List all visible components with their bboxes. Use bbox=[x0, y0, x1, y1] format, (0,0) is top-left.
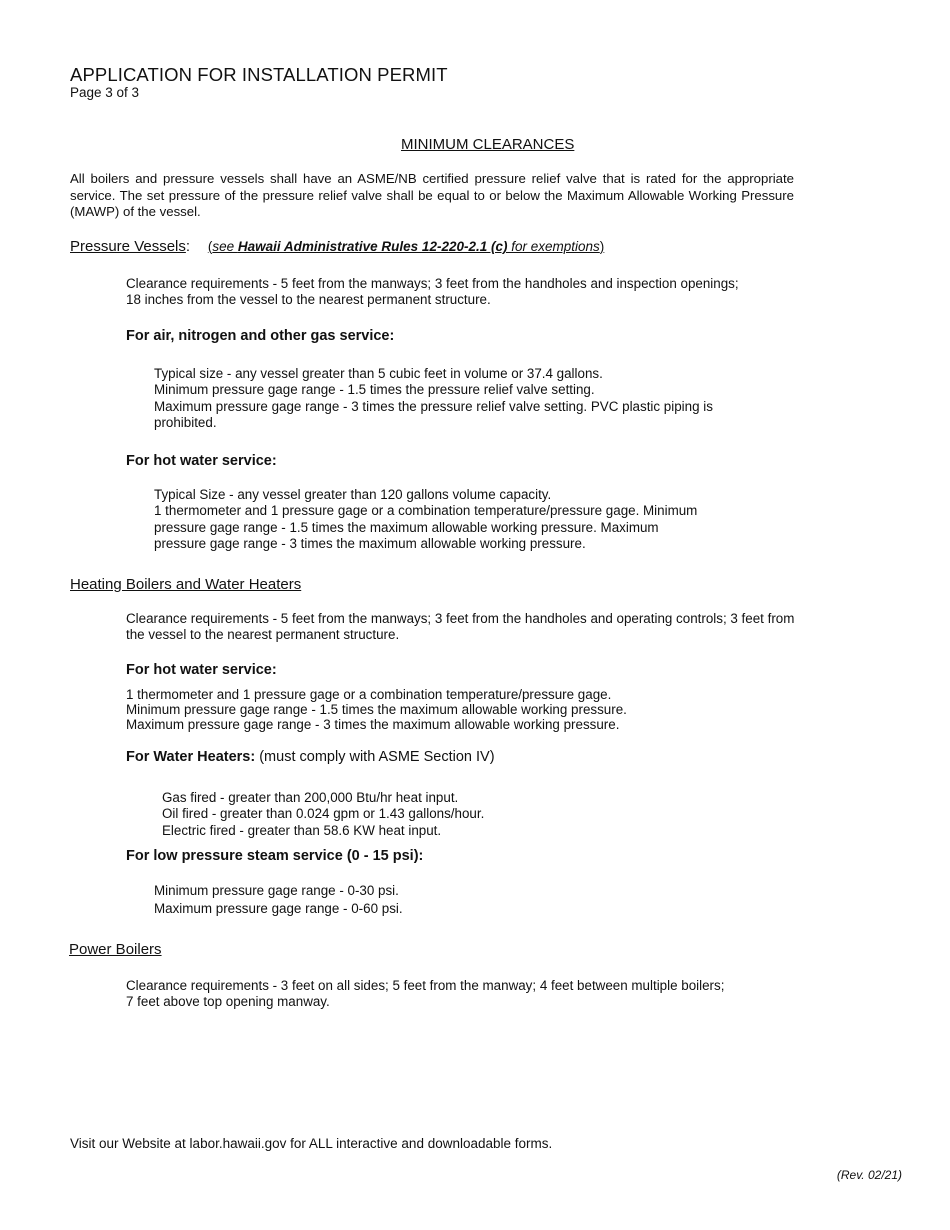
power-boilers-heading: Power Boilers bbox=[69, 941, 162, 958]
water-heaters-note: (must comply with ASME Section IV) bbox=[255, 749, 495, 765]
hb-hot-water-list: 1 thermometer and 1 pressure gage or a combination temperature/pressure gage. Minimum pressure gage range - 1.5 times the maximum allowable working pressure. Maximum pressure gage range - 3 times the maximum allowable working pressure. bbox=[126, 687, 627, 732]
pv-clearance: Clearance requirements - 5 feet from the manways; 3 feet from the handholes and inspection openings; 18 inches from the vessel to the nearest permanent structure. bbox=[126, 276, 739, 308]
website-footer: Visit our Website at labor.hawaii.gov for ALL interactive and downloadable forms. bbox=[70, 1136, 553, 1151]
revision-label: (Rev. 02/21) bbox=[836, 1168, 902, 1182]
page-number: Page 3 of 3 bbox=[70, 85, 140, 100]
hb-hot-water-heading: For hot water service: bbox=[126, 662, 277, 678]
gas-service-heading: For air, nitrogen and other gas service: bbox=[126, 328, 395, 344]
heading-colon: : bbox=[185, 238, 191, 255]
page-title: APPLICATION FOR INSTALLATION PERMIT bbox=[70, 64, 448, 85]
pv-hot-water-heading: For hot water service: bbox=[126, 453, 277, 469]
steam-service-list: Minimum pressure gage range - 0-30 psi. Maximum pressure gage range - 0-60 psi. bbox=[154, 883, 403, 916]
pressure-vessels-heading-row bbox=[70, 238, 604, 256]
steam-service-heading: For low pressure steam service (0 - 15 psi): bbox=[126, 848, 424, 864]
water-heaters-heading-row bbox=[126, 749, 495, 765]
gas-service-list: Typical size - any vessel greater than 5 cubic feet in volume or 37.4 gallons. Minimum pressure gage range - 1.5 times the pressure relief valve setting. Maximum pressure gage range - 3 times the pressure relief valve setting. PVC plastic piping is prohibited. bbox=[154, 366, 713, 430]
exemption-note: (see Hawaii Administrative Rules 12-220-2.1 (c) for exemptions) bbox=[207, 239, 605, 254]
water-heaters-list: Gas fired - greater than 200,000 Btu/hr heat input. Oil fired - greater than 0.024 gpm or 1.43 gallons/hour. Electric fired - greater than 58.6 KW heat input. bbox=[162, 790, 485, 838]
rule-reference: Hawaii Administrative Rules 12-220-2.1 (c) bbox=[237, 239, 508, 254]
pressure-vessels-heading: Pressure Vessels bbox=[70, 238, 186, 255]
section-title: MINIMUM CLEARANCES bbox=[401, 136, 575, 153]
heating-boilers-heading: Heating Boilers and Water Heaters bbox=[70, 576, 302, 593]
pb-clearance: Clearance requirements - 3 feet on all sides; 5 feet from the manway; 4 feet between multiple boilers; 7 feet above top opening manway. bbox=[126, 978, 725, 1010]
intro-paragraph: All boilers and pressure vessels shall have an ASME/NB certified pressure relief valve that is rated for the appropriate service. The set pressure of the pressure relief valve shall be equal to or below the Maximum Allowable Working Pressure (MAWP) of the vessel. bbox=[70, 171, 794, 219]
water-heaters-heading: For Water Heaters: bbox=[126, 749, 256, 765]
hb-clearance: Clearance requirements - 5 feet from the manways; 3 feet from the handholes and operating controls; 3 feet from the vessel to the nearest permanent structure. bbox=[126, 611, 795, 643]
pv-hot-water-list: Typical Size - any vessel greater than 120 gallons volume capacity. 1 thermometer and 1 pressure gage or a combination temperature/pressure gage. Minimum pressure gage range - 1.5 times the maximum allowable working pressure. Maximum pressure gage range - 3 times the maximum allowable working pressure. bbox=[154, 487, 698, 551]
